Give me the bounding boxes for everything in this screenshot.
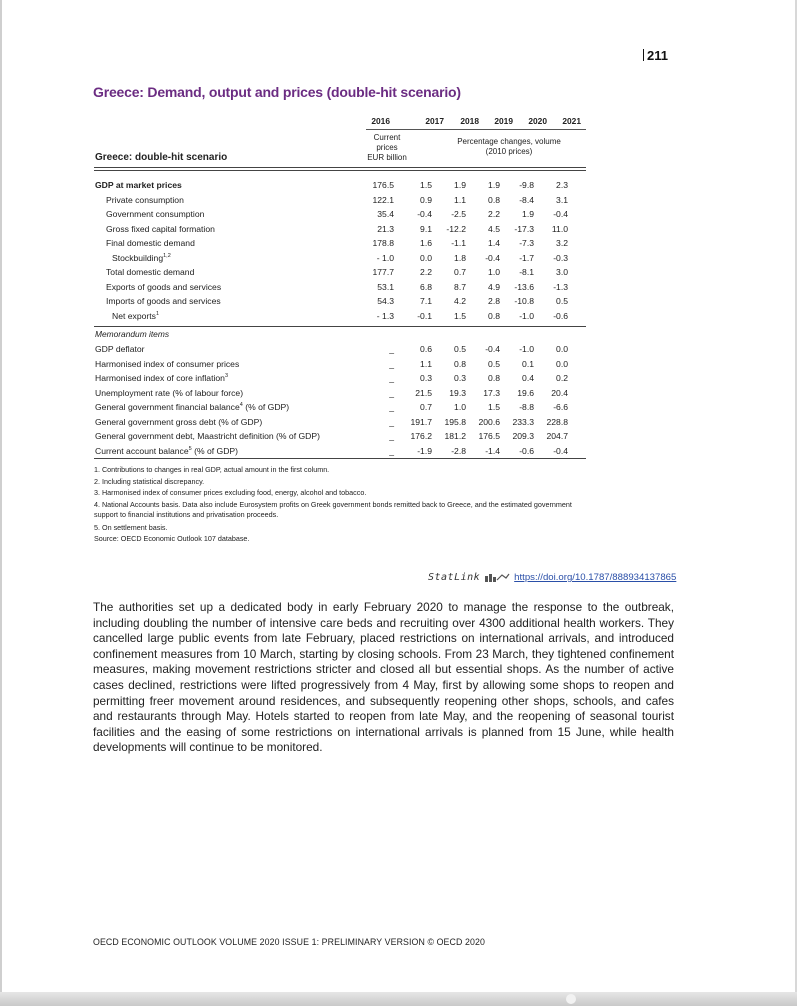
cell-value: _ <box>389 373 394 383</box>
current-prices-label <box>362 133 412 163</box>
cell-value: 1.6 <box>420 238 432 248</box>
cell-value: 177.7 <box>372 267 394 277</box>
memo-row <box>94 342 586 357</box>
cell-value: 176.2 <box>410 431 432 441</box>
year-2017: 2017 <box>425 116 444 126</box>
row-label <box>95 342 145 357</box>
cell-value: 0.6 <box>420 344 432 354</box>
cell-value: 3.0 <box>556 267 568 277</box>
cell-value: 1.1 <box>420 358 432 369</box>
year-header-row <box>94 116 586 128</box>
cell-value: 1.9 <box>522 209 534 219</box>
row-label <box>106 265 194 280</box>
source-note: Source: OECD Economic Outlook 107 database. <box>94 534 250 543</box>
statlink-chart-icon <box>484 573 510 582</box>
pct-label-line-1: Percentage changes, volume <box>457 137 561 146</box>
row-label-text: Private consumption <box>106 194 184 205</box>
cell-value: 0.4 <box>522 373 534 383</box>
cell-value: - 1.3 <box>376 310 394 321</box>
table-row <box>94 222 586 237</box>
viewer-scroll-indicator[interactable] <box>566 994 576 1004</box>
cell-value: _ <box>389 402 394 412</box>
cell-value: 181.2 <box>444 431 466 441</box>
cell-value: 1.0 <box>454 402 466 412</box>
row-label-text: GDP at market prices <box>95 180 182 190</box>
cell-value: 4.5 <box>488 223 500 234</box>
cell-value: 7.1 <box>420 296 432 306</box>
footnote-ref: 3 <box>224 373 228 379</box>
footnote-ref: 1 <box>155 310 160 317</box>
cell-value: 0.5 <box>556 296 568 306</box>
cell-value: -10.8 <box>514 296 534 306</box>
cell-value: 0.7 <box>420 402 432 412</box>
row-label <box>95 386 243 401</box>
cell-value: 178.8 <box>372 238 394 248</box>
cell-value: _ <box>389 387 394 398</box>
row-label <box>95 357 239 372</box>
row-label <box>106 193 184 208</box>
statlink-url[interactable]: https://doi.org/10.1787/888934137865 <box>514 572 677 583</box>
row-label-text: General government debt, Maastricht definition (% of GDP) <box>95 431 320 441</box>
cell-value: 2.2 <box>420 267 432 277</box>
cell-value: 176.5 <box>372 180 394 190</box>
cell-value: 0.0 <box>556 344 568 354</box>
row-label-text: Stockbuilding <box>112 252 164 263</box>
year-2020: 2020 <box>528 116 547 126</box>
cell-value: 2.3 <box>556 180 568 190</box>
row-label-text: Gross fixed capital formation <box>106 223 215 234</box>
table-row <box>94 294 586 309</box>
row-label-text: Exports of goods and services <box>106 281 222 292</box>
row-label <box>95 178 182 193</box>
cell-value: 1.4 <box>488 238 500 248</box>
cell-value: 0.8 <box>488 194 500 205</box>
row-label-text: Current account balance <box>95 445 189 456</box>
cell-value: -8.8 <box>519 402 534 412</box>
row-label-text: Total domestic demand <box>106 267 195 277</box>
cell-value: 0.5 <box>454 344 466 354</box>
page-number-bar <box>643 49 644 61</box>
cell-value: 11.0 <box>551 223 568 234</box>
cell-value: -12.2 <box>446 223 466 234</box>
year-2018: 2018 <box>460 116 479 126</box>
cell-value: 21.3 <box>377 223 394 234</box>
cell-value: 20.4 <box>551 387 568 398</box>
cell-value: 0.3 <box>420 373 432 383</box>
row-label <box>95 444 238 459</box>
note-5: 5. On settlement basis. <box>94 522 168 532</box>
table-notes <box>94 464 594 545</box>
main-rows <box>94 178 586 323</box>
memo-rows <box>94 342 586 458</box>
cell-value: -1.7 <box>519 252 534 263</box>
table-row <box>94 236 586 251</box>
cell-value: 9.1 <box>420 223 432 234</box>
cell-value: 0.3 <box>454 373 466 383</box>
row-label-text: Harmonised index of consumer prices <box>95 358 240 369</box>
viewer-bottom-bar <box>0 992 797 1006</box>
cell-value: -0.3 <box>553 252 568 263</box>
cell-value: 2.8 <box>488 296 500 306</box>
table-row <box>94 207 586 222</box>
cell-value: -2.8 <box>451 445 466 456</box>
cell-value: 0.0 <box>556 358 568 369</box>
note-2: 2. Including statistical discrepancy. <box>94 476 205 486</box>
row-header-label: Greece: double-hit scenario <box>95 152 228 163</box>
table-row <box>94 280 586 295</box>
cell-value: _ <box>389 344 394 354</box>
row-label <box>106 207 204 222</box>
cell-value: 209.3 <box>512 431 534 441</box>
table-title: Greece: Demand, output and prices (double-hit scenario) <box>93 84 461 100</box>
row-label-text: General government financial balance <box>95 402 240 412</box>
cell-value: 0.0 <box>420 252 432 263</box>
cell-value: 0.8 <box>454 358 466 369</box>
cell-value: 21.5 <box>415 387 432 398</box>
memorandum-label: Memorandum items <box>95 329 170 339</box>
cell-value: 1.0 <box>488 267 500 277</box>
note-4: 4. National Accounts basis. Data also include Eurosystem profits on Greek government bonds remitted back to Greece, and the estimated government support to financial institutions and privatisation proceeds. <box>94 499 572 519</box>
row-label <box>112 251 171 266</box>
page-frame-left <box>0 0 2 1006</box>
cell-value: -6.6 <box>553 402 568 412</box>
table-row <box>94 193 586 208</box>
cell-value: -8.4 <box>519 194 534 205</box>
row-label-text: Unemployment rate (% of labour force) <box>95 387 244 398</box>
memo-row <box>94 371 586 386</box>
row-label-text: GDP deflator <box>95 344 145 354</box>
note-1: 1. Contributions to changes in real GDP, actual amount in the first column. <box>94 465 330 474</box>
body-paragraph: The authorities set up a dedicated body in early February 2020 to manage the response to the outbreak, including doubling the number of intensive care beds and recruiting over 4300 additional health workers. They cancelled large public events from late February, placed restrictions on international arrivals, and introduced confinement measures from 10 March, starting by closing schools. From 23 March, they tightened confinement measures, making movement restrictions stricter and closed all but essential shops. As the number of active cases declined, restrictions were lifted progressively from 4 May, first by allowing some shops to reopen and permitting freer movement around residences, and subsequently reopening other shops, schools, and cafes and restaurants through May. Hotels started to reopen from late May, and the reopening of seasonal tourist facilities and the easing of some restrictions on international arrivals is planned from 15 June, while health developments will continue to be monitored. <box>93 600 674 755</box>
memo-row <box>94 444 586 459</box>
footnote-ref: 5 <box>188 445 192 452</box>
year-2021: 2021 <box>562 116 581 126</box>
cell-value: 53.1 <box>377 281 394 292</box>
table-row <box>94 309 586 324</box>
cell-value: -0.4 <box>485 344 500 354</box>
table-bottom-rule <box>94 458 586 459</box>
cell-value: 233.3 <box>512 416 534 427</box>
cell-value: 6.8 <box>420 281 432 292</box>
row-label-suffix: (% of GDP) <box>242 402 290 412</box>
cell-value: -9.8 <box>519 180 534 190</box>
header-rule <box>366 129 586 130</box>
current-prices-line-3: EUR billion <box>367 153 407 162</box>
table-row <box>94 265 586 280</box>
cell-value: 176.5 <box>478 431 500 441</box>
percentage-changes-label <box>439 137 579 157</box>
current-prices-line-1: Current <box>373 133 401 142</box>
cell-value: -1.0 <box>519 344 534 354</box>
row-label <box>106 294 221 309</box>
memo-row <box>94 357 586 372</box>
cell-value: 19.6 <box>517 387 534 398</box>
row-label-text: General government gross debt (% of GDP) <box>95 416 263 427</box>
cell-value: 1.5 <box>488 402 500 412</box>
cell-value: -1.4 <box>485 445 500 456</box>
table-row <box>94 251 586 266</box>
cell-value: 204.7 <box>546 431 568 441</box>
row-label-text: Net exports <box>112 310 156 321</box>
cell-value: 19.3 <box>449 387 466 398</box>
cell-value: 1.8 <box>454 252 466 263</box>
cell-value: 54.3 <box>377 296 394 306</box>
header-bottom-rule <box>94 167 586 168</box>
row-label <box>112 309 159 324</box>
cell-value: 0.8 <box>488 310 500 321</box>
cell-value: -0.6 <box>519 445 534 456</box>
cell-value: -13.6 <box>514 281 534 292</box>
cell-value: -0.4 <box>553 445 568 456</box>
cell-value: _ <box>389 358 394 369</box>
cell-value: 0.8 <box>488 373 500 383</box>
cell-value: -2.5 <box>451 209 466 219</box>
cell-value: 195.8 <box>444 416 466 427</box>
cell-value: 17.3 <box>483 387 500 398</box>
cell-value: 1.9 <box>454 180 466 190</box>
row-label-text: Harmonised index of core inflation <box>95 373 225 383</box>
row-label-suffix: (% of GDP) <box>191 445 239 456</box>
cell-value: -0.4 <box>417 209 432 219</box>
cell-value: -1.3 <box>553 281 568 292</box>
row-label <box>95 371 228 386</box>
cell-value: 191.7 <box>410 416 432 427</box>
row-label <box>106 280 221 295</box>
pct-label-line-2: (2010 prices) <box>485 147 533 156</box>
statlink-logo: StatLink <box>428 572 481 583</box>
cell-value: 1.5 <box>454 310 466 321</box>
cell-value: -1.1 <box>451 238 466 248</box>
row-label <box>95 400 289 415</box>
year-2019: 2019 <box>494 116 513 126</box>
cell-value: 1.1 <box>454 194 466 205</box>
cell-value: -0.4 <box>553 209 568 219</box>
cell-value: -1.9 <box>417 445 432 456</box>
cell-value: 35.4 <box>377 209 394 219</box>
cell-value: 1.5 <box>420 180 432 190</box>
cell-value: 3.2 <box>556 238 568 248</box>
memo-row <box>94 386 586 401</box>
cell-value: -0.4 <box>485 252 500 263</box>
row-label-text: Imports of goods and services <box>106 296 221 306</box>
row-label <box>95 415 262 430</box>
row-label-text: Final domestic demand <box>106 238 195 248</box>
header-bottom-rule-2 <box>94 170 586 171</box>
cell-value: -7.3 <box>519 238 534 248</box>
memo-row <box>94 429 586 444</box>
page-footer: OECD ECONOMIC OUTLOOK VOLUME 2020 ISSUE 1: PRELIMINARY VERSION © OECD 2020 <box>93 937 485 947</box>
cell-value: 0.9 <box>420 194 432 205</box>
page-number-text: 211 <box>647 48 668 63</box>
cell-value: -0.1 <box>417 310 432 321</box>
cell-value: _ <box>389 431 394 441</box>
cell-value: - 1.0 <box>376 252 394 263</box>
current-prices-line-2: prices <box>376 143 398 152</box>
cell-value: _ <box>389 445 394 456</box>
cell-value: 2.2 <box>488 209 500 219</box>
page-number <box>643 48 668 63</box>
cell-value: -17.3 <box>514 223 534 234</box>
cell-value: -1.0 <box>519 310 534 321</box>
statlink <box>428 572 676 583</box>
memo-row <box>94 415 586 430</box>
cell-value: 0.5 <box>488 358 500 369</box>
footnote-ref: 4 <box>239 402 243 408</box>
cell-value: _ <box>389 416 394 427</box>
cell-value: 1.9 <box>488 180 500 190</box>
cell-value: 0.7 <box>454 267 466 277</box>
footnote-ref: 1,2 <box>163 252 171 259</box>
cell-value: 4.2 <box>454 296 466 306</box>
cell-value: 8.7 <box>454 281 466 292</box>
memo-row <box>94 400 586 415</box>
cell-value: 228.8 <box>546 416 568 427</box>
cell-value: 200.6 <box>478 416 500 427</box>
cell-value: 3.1 <box>556 194 568 205</box>
cell-value: -0.6 <box>553 310 568 321</box>
row-label-text: Government consumption <box>106 209 205 219</box>
cell-value: -8.1 <box>519 267 534 277</box>
row-label <box>95 429 320 444</box>
row-label <box>106 222 215 237</box>
cell-value: 122.1 <box>372 194 394 205</box>
row-label <box>106 236 195 251</box>
table-row <box>94 178 586 193</box>
cell-value: 4.9 <box>488 281 500 292</box>
cell-value: 0.1 <box>522 358 534 369</box>
note-3: 3. Harmonised index of consumer prices excluding food, energy, alcohol and tobacco. <box>94 488 367 497</box>
cell-value: 0.2 <box>556 373 568 383</box>
year-2016: 2016 <box>371 116 390 126</box>
